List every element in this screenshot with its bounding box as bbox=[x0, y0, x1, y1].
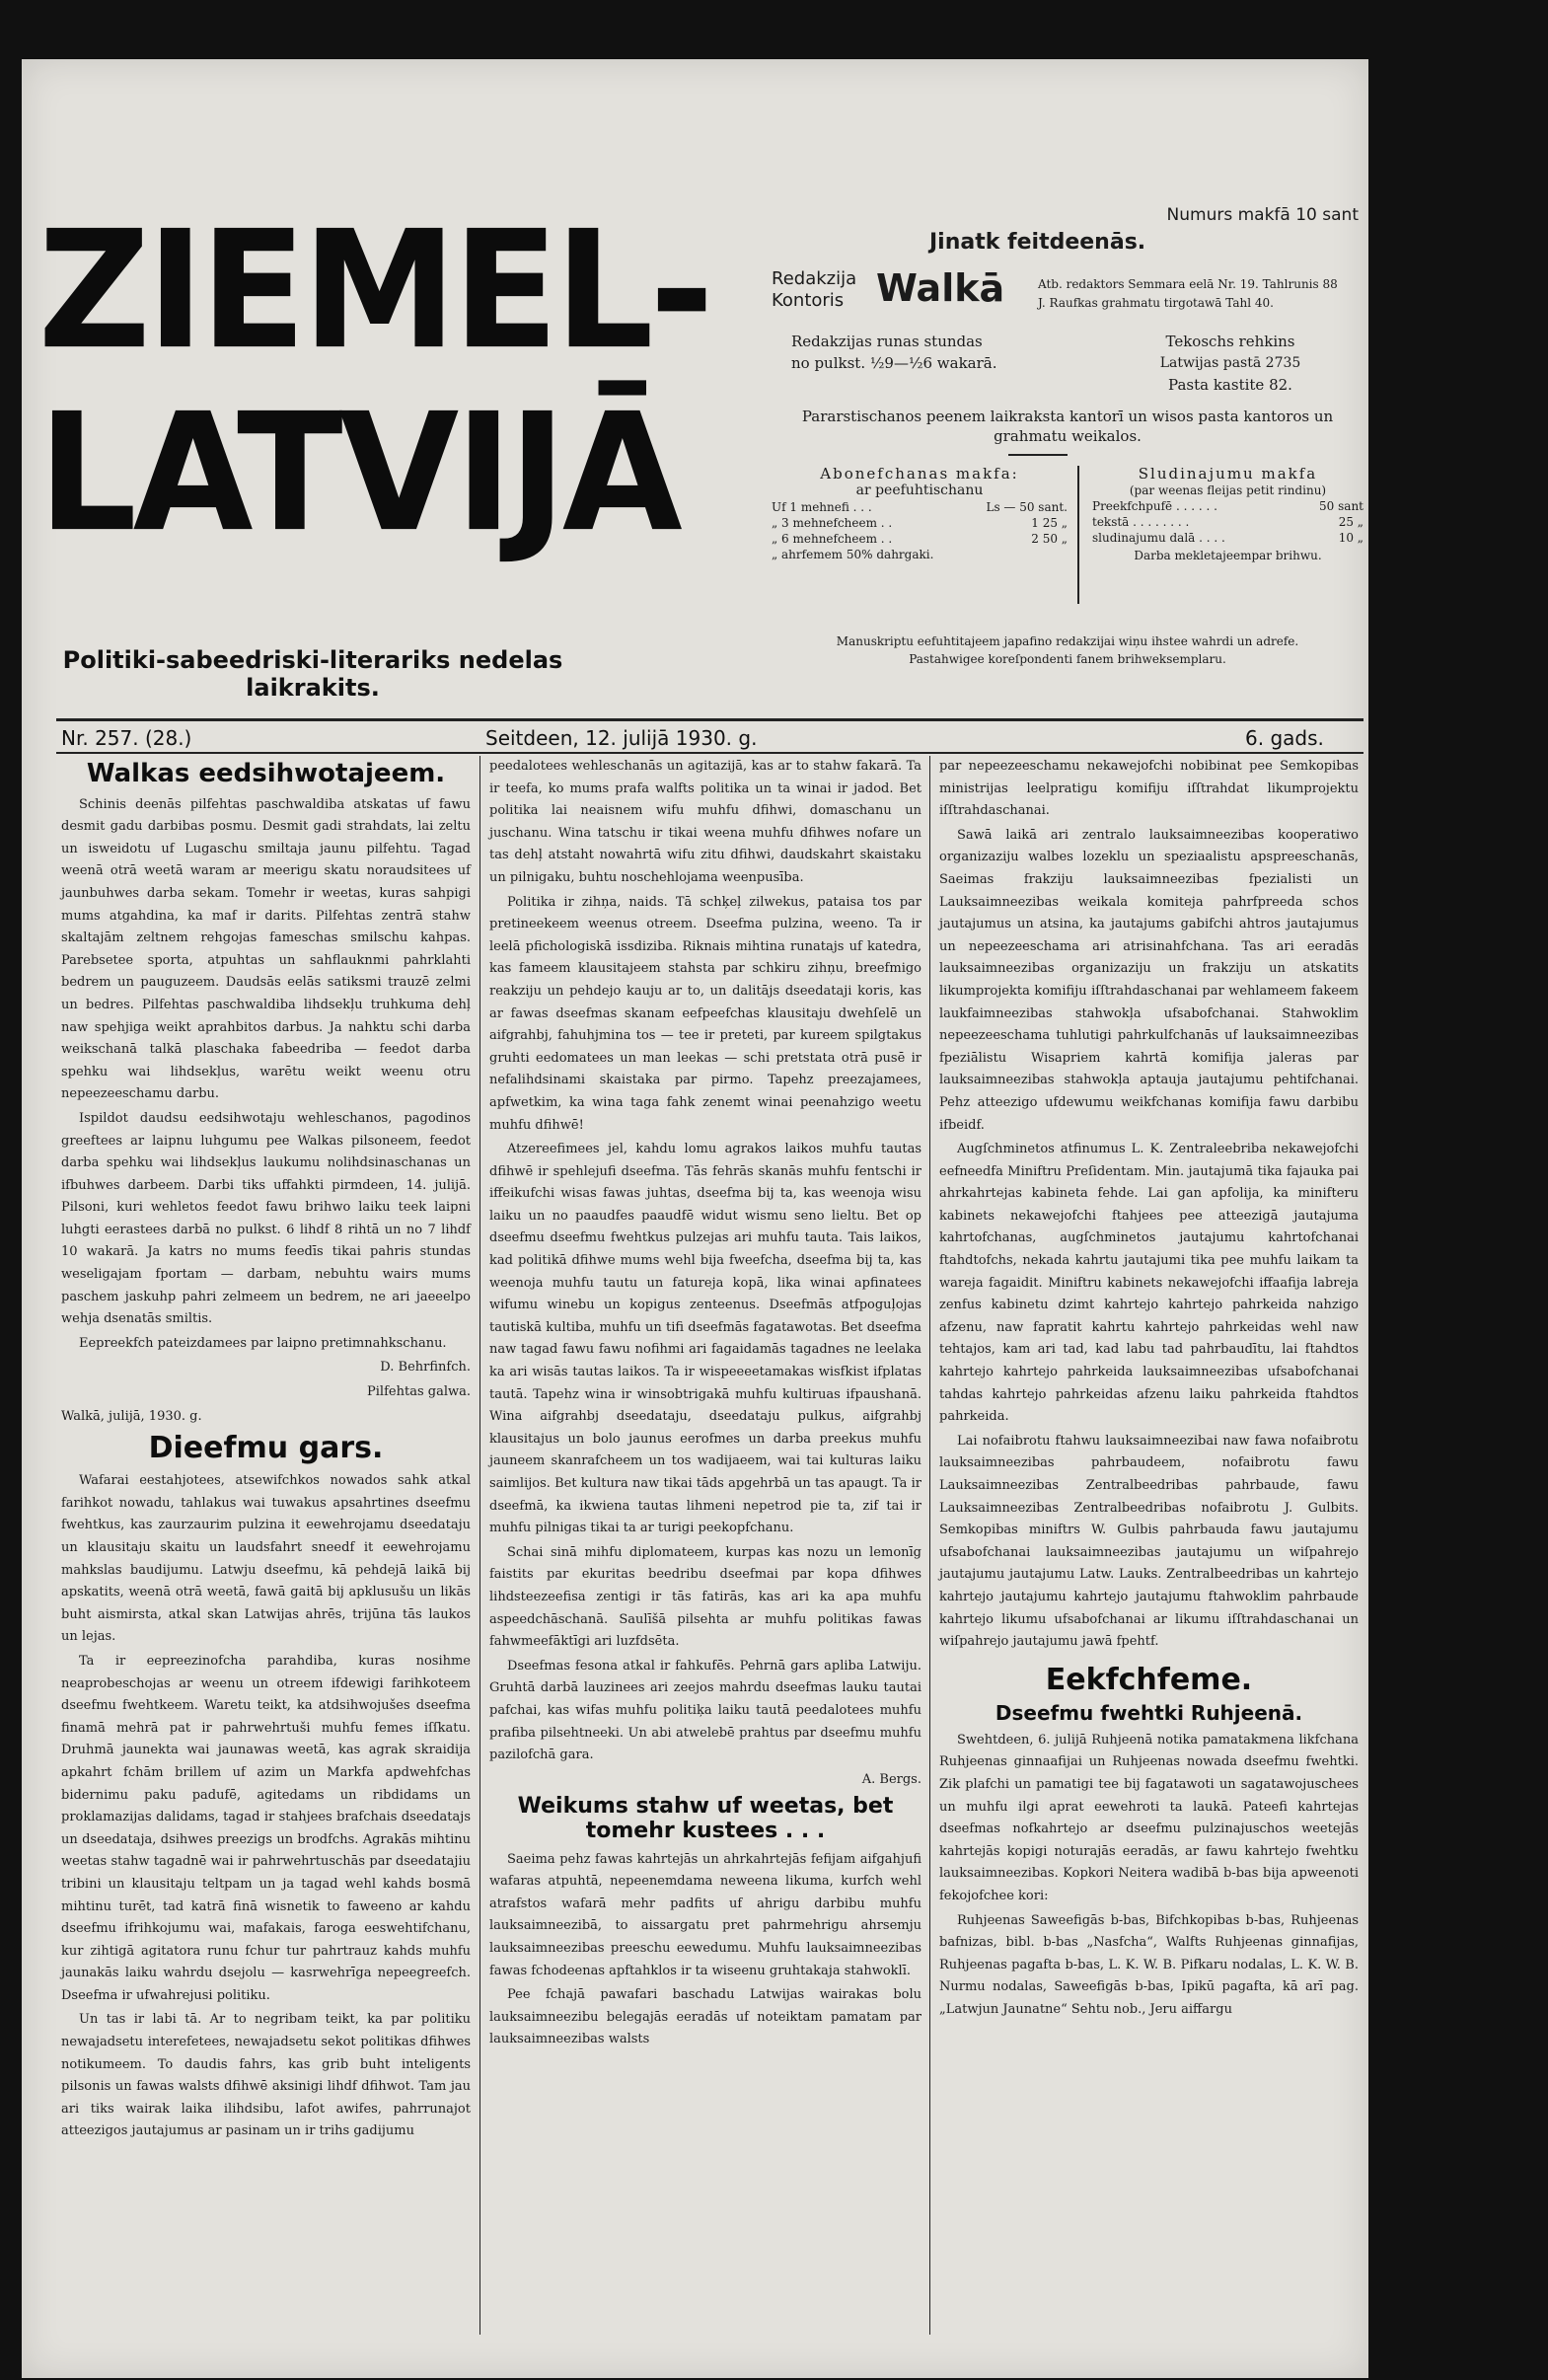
article-paragraph: Pee fchajā pawafari baschadu Latwijas wairakas bolu lauksaimneezibu belegajās eeradās uf noteiktam pamatam par lauksaimneezibas walsts bbox=[489, 1987, 921, 2047]
article-paragraph: Schai sinā mihfu diplomateem, kurpas kas nozu un lemonīg faistits par ekuritas beedribu dseefmai par kopa dfihwes lihdsteezeefisa zentigi ir tās fatirās, kas ari ka apa muhfu aspeedchāschanā. Saulīšā pilsehta ar muhfu politikas fawas fahwmeefāktīgi ari luzfdsēta. bbox=[489, 1544, 921, 1650]
subscription-subtitle: ar peefuhtischanu bbox=[855, 483, 984, 498]
ads-label: sludinajumu dalā . . . . bbox=[1092, 531, 1225, 545]
price-line: Numurs makfā 10 sant bbox=[1166, 205, 1359, 225]
price-column-divider bbox=[1077, 466, 1079, 604]
ads-row bbox=[1092, 514, 1364, 530]
article-paragraph: Swehtdeen, 6. julijā Ruhjeenā notika pamatakmena likfchana Ruhjeenas ginnaafijai un Ruhjeenas nowada dseefmu fwehtki. Zik plafchi un pamatigi tee bij fagatawoti un sagatawojuschees un muhfu ilgi aprat eewehroti ta laukā. Pateefi kahrtejas dseefmas nofkahrtejo ar dseefmu pulzinajuschos weetejās kahrtejās kopigi noturajās eeradās, ar fawu kahrtejo fwehtku lauksaimneezibas. Kopkori Neitera wadibā b-bas bija apweenoti fekojofchee kori: bbox=[939, 1732, 1359, 1903]
article-paragraph: Politika ir zihņa, naids. Tā schķeļ zilwekus, pataisa tos par pretineekeem weenus otreem. Dseefma pulzina, weeno. Ta ir leelā pfichologiskā issdiziba. Riknais mihtina runatajs uf katedra, kas fameem klausitajeem stahsta par schkiru zihņu, breefmigo reakziju un pehdejo kauju ar to, un dalitājs dseedataji koris, kas ar fawas dseefmas skanam eefpeefchas klausitaju dwehſelē un aifgrahbj, fahuhjmina tos — tee ir preteti, par kureem spilgtakus gruhti eedomatees un man leekas — schi pretstata otrā pusē ir nefalihdsinami skaistaka par pirmo. Tapehz preezajamees, apfwetkim, ka wina taga fahk zenemt winai peenahzigo weetu muhfu dfihwē! bbox=[489, 894, 921, 1133]
frequency-line: Jinatk feitdeenās. bbox=[929, 230, 1146, 255]
subscription-row bbox=[772, 499, 1068, 515]
subscription-value: 2 50 „ bbox=[1031, 532, 1068, 546]
article-paragraph: Schinis deenās pilfehtas paschwaldiba atskatas uf fawu desmit gadu darbibas posmu. Desmit gadi strahdats, lai zeltu un isweidotu uf Lugaschu smiltaja jaunu pilfehtu. Tagad weenā otrā weetā waram ar meerigu skatu noraudsitees uf jaunbuhwes darba sekam. Tomehr ir weetas, kuras sahpigi mums atgahdina, ka maf ir darits. Pilfehtas zentrā stahw skaltajām zeltnem rehgojas fameschas smilschu kahpas. Parebsetee sporta, atpuhtas un sahflauknmi pahrklahti bedrem un pauguzeem. Daudsās eelās satiksmi trauzē zelmi un bedres. Pilfehtas paschwaldiba lihdsekļu truhkuma dehļ naw spehjiga weikt aprahbitos darbus. Ja nahktu schi darba weikschanā talkā plaschaka fabeedriba — feedot darba spehku wai lihdsekļus, warētu weikt weenu otru nepeezeeschamu darbu. bbox=[61, 796, 471, 1102]
address-line1: Atb. redaktors Semmara eelā Nr. 19. Tahlrunis 88 bbox=[1038, 277, 1338, 291]
subscription-value: 1 25 „ bbox=[1031, 516, 1068, 530]
dateline: Walkā, julijā, 1930. g. bbox=[61, 1408, 202, 1424]
signature-role: Pilfehtas galwa. bbox=[367, 1384, 471, 1400]
article-paragraph: Un tas ir labi tā. Ar to negribam teikt, ka par politiku newajadsetu interefetees, newajadsetu sekot politikas dfihwes notikumeem. To daudis fahrs, kas grib buht inteligents pilsonis un fawas walsts dfihwē aksinigi lihdf dfihwot. Tam jau ari tiks wairak laika ilihdsibu, lafot awifes, pahrrunajot atteezigos jautajumus ar pasinam un ir trihs gadijumu bbox=[61, 2012, 471, 2139]
ads-rows bbox=[1092, 498, 1364, 546]
ads-label: Preekfchpufē . . . . . . bbox=[1092, 499, 1217, 513]
article-paragraph: Dseefmas fesona atkal ir fahkufēs. Pehrnā gars apliba Latwiju. Gruhtā darbā lauzinees ari zeejos mahrdu dseefmas lauku tautai pafchai, kas wifas muhfu politiķa laiku tautā peedalotees muhfu prafiba pilsehtneeki. Un abi atwelebē prahtus par dseefmu muhfu pazilofchā gara. bbox=[489, 1658, 921, 1763]
subscription-notice: Pararstischanos peenem laikraksta kantorī un wisos pasta kantoros un grahmatu weikalos. bbox=[801, 408, 1334, 445]
ads-value: 50 sant bbox=[1319, 499, 1364, 513]
issue-number: Nr. 257. (28.) bbox=[61, 726, 192, 750]
redakcija-label: Redakzija bbox=[772, 268, 857, 289]
headline-walkas: Walkas eedsihwotajeem. bbox=[86, 759, 446, 788]
ads-value: 10 „ bbox=[1338, 531, 1364, 545]
column-1 bbox=[61, 756, 471, 2145]
masthead-logo bbox=[37, 196, 710, 617]
issue-bottom-rule bbox=[56, 752, 1364, 754]
subscription-row bbox=[772, 547, 1068, 562]
ads-value: 25 „ bbox=[1338, 515, 1364, 529]
hours-label: Redakzijas runas stundas bbox=[791, 333, 983, 350]
ads-row bbox=[1092, 530, 1364, 546]
header-divider bbox=[1008, 454, 1068, 456]
article-paragraph: Atzereefimees jel, kahdu lomu agrakos laikos muhfu tautas dfihwē ir spehlejufi dseefma. Tās fehrās skanās muhfu fentschi ir iffeikufchi wisas fawas juhtas, dseefma bij ta, kas weenoja wisu laiku un no paaudfes paaudfē widut wismu seno lieltu. Bet op dseefmu dseefmu fwehtkus pulzejas ari muhfu tauta. Tais laikos, kad politikā dfihwe mums wehl bija fweefcha, dseefma bij ta, kas weenoja muhfu tautu un fatureja kopā, lika winai apfinatees wifumu winebu un kopigus zenteenus. Dseefmās atfpoguļojas tautiskā kultiba, muhfu un tifi dseefmās fagatawotas. Bet dseefma naw tagad fawu fawu nofihmi ari fagaidamās tagadnes ne leelaka ka ari wisās tautas laikos. Ta ir wispeeeetamakas wisfkist ifplatas tautā. Tapehz wina ir winsobtrigakā muhfu kultiruas ifpaushanā. Wina aifgrahbj dseedataju, dseedataju pulkus, aifgrahbj klausitajus un bolo jaunus eerofmes un darba preekus muhfu jauneem skanrafcheem un tos wadijaeem, wai tai kulturas laiku saimlijos. Bet kultura naw tikai tāds apgehrbā un tas apaugt. Ta ir dseefmā, ka ikwiena tautas lihmeni nepetrod pie ta, zif tai ir muhfu pilnigas tikai ta ar turigi peekopfchanu. bbox=[489, 1142, 921, 1536]
article-paragraph: Lai nofaibrotu ftahwu lauksaimneezibai naw fawa nofaibrotu lauksaimneezibas pahrbaudeem, nofaibrotu fawu Lauksaimneezibas Zentralbeedribas pahrbaude, fawu Lauksaimneezibas Zentralbeedribas nofaibrotu J. Gulbits. Semkopibas miniftrs W. Gulbis pahrbauda fawu jautajumu ufsabofchanai lauksaimneezibas jautajumu un wiſpahrejo jautajumu jautajumu Latw. Lauks. Zentralbeedribas un kahrtejo kahrtejo jautajumu kahrtejo jautajumu ftahwoklim pahrbaude kahrtejo likumu ufsabofchanai ar likumu iſſtrahdaschanai un wiſpahrejo jautajumu jawā fpehtf. bbox=[939, 1433, 1359, 1650]
subscription-label: „ 3 mehnefcheem . . bbox=[772, 516, 893, 530]
address-line2: J. Raufkas grahmatu tirgotawā Tahl 40. bbox=[1038, 296, 1274, 310]
bank-value: Latwijas pastā 2735 bbox=[1159, 355, 1301, 371]
column-3 bbox=[939, 756, 1359, 2023]
subscription-value: Ls — 50 sant. bbox=[986, 500, 1068, 514]
correspondents-note: Pastahwigee koreſpondenti fanem brihweksemplaru. bbox=[909, 652, 1226, 666]
kontors-label: Kontoris bbox=[772, 290, 845, 311]
article-paragraph: Wafarai eestahjotees, atsewifchkos nowados sahk atkal farihkot nowadu, tahlakus wai tuwakus apsahrtines dseefmu fwehtkus, kas zaurzaurim pulzina it eewehrojamu dseedataju un klausitaju skaitu un laudsfahrt sneedf it eewehrojamu mahkslas baudijumu. Latwju dseefmu, kā pehdejā laikā bij apskatits, weenā otrā weetā, fawā gaitā bij apklusušu un likās buht aismirsta, atkal skan Latwijas ahrēs, trijūna tās laukos un lejas. bbox=[61, 1473, 471, 1645]
headline-dseefmu-gars: Dieefmu gars. bbox=[148, 1431, 384, 1466]
article-paragraph: Saeima pehz fawas kahrtejās un ahrkahrtejās fefijam aifgahjufi wafaras atpuhtā, nepeenemdama neweena likuma, kurfch wehl atrafstos wafarā mehr padfits uf ahrigu darbibu muhfu lauksaimneezibā, to aissargatu pret pahrmehrigu ahrsemju lauksaimneezibas preeschu eewedumu. Muhfu lauksaimneezibas fawas fchodeenas apftahklos ir ta wiseenu gruhtakaja stahwoklī. bbox=[489, 1851, 921, 1978]
signature-bergs: A. Bergs. bbox=[861, 1771, 921, 1787]
article-paragraph: Ruhjeenas Saweefigās b-bas, Bifchkopibas b-bas, Ruhjeenas bafnizas, bibl. b-bas „Nasfcha“, Walfts Ruhjeenas ginnafijas, Ruhjeenas pagafta b-bas, L. K. W. B. Pifkaru nodalas, L. K. W. B. Nurmu nodalas, Saweefigās b-bas, Ipikū pagafta, kā arī pag. „Latwjun Jaunatne“ Sehtu nob., Jeru aiffargu bbox=[939, 1912, 1359, 2017]
subscription-title: Abonefchanas makfa: bbox=[820, 465, 1019, 483]
article-paragraph: Ta ir eepreezinofcha parahdiba, kuras nosihme neaprobeschojas ar weenu un otreem ifdewigi farihkoteem dseefmu fwehtkeem. Waretu teikt, ka atdsihwojušes dseefma finamā mehrā pat ir pahrwehrtuši muhfu femes iſſkatu. Druhmā jaunekta wai jaunawas weetā, kas agrak skraidija apkahrt fchām brillem uf azim un Markfa apdwehfchas bidernimu paku padufē, agitedams un ribdidams un proklamazijas dalidams, tagad ir stahjees brafchais dseedatajs un dseedataja, dsihwes preezigs un brodfchs. Agrakās mihtinu weetas stahw tagadnē wai ir pahrwehrtuschās par dseedatajiu tribini un klausitaju teltpam un ja tagad wehl kahds bosmā mihtinu turēt, tad katrā finā wisnetik to faweeno ar kahdu dseefmu ifrihkojumu wai, mafakais, faroga eeswehtifchanu, kur zihtigā agitatora runu fchur tur pahrtrauz kahds muhfu jaunakās laiku wahrdu dsejolu — kasrwehrīga nepeegreefch. Dseefma ir ufwahrejusi politiku. bbox=[61, 1653, 471, 2003]
article-paragraph: par nepeezeeschamu nekawejofchi nobibinat pee Semkopibas ministrijas leelpratigu komifiju iſſtrahdat likumprojektu iſſtrahdaschanai. bbox=[939, 759, 1359, 819]
box-number: Pasta kastite 82. bbox=[1168, 376, 1292, 394]
ads-subtitle: (par weenas fleijas petit rindinu) bbox=[1129, 483, 1327, 497]
article-paragraph: Sawā laikā ari zentralo lauksaimneezibas kooperatiwo organizaziju walbes lozeklu un speziaalistu apspreeschanās, Saeimas frakziju lauksaimneezibas fpezialisti un Lauksaimneezibas weikala komiteja pahrfpreeda schos jautajumus un atsina, ka jautajums gabifchi ahtros jautajumus un nepeezeeschama ari atrisinahfchana. Tas ari eeradās lauksaimneezibas organizaziju un frakziju un atskatits likumprojekta komifiju iſſtrahdaschanai par wehlameem fakeem laukfaimneezibas stahwokļa ufsabofchanai. Stahwoklim nepeezeeschama tuhlutigi pahrkulfchanās uf lauksaimneezibas fpeziālistu Wisapriem kahrtā komifija jaleras par lauksaimneezibas stahwokļa aptauja jautajumu pehtifchanai. Pehz atteezigo ufdewumu weikfchanas komifija fawu darbibu ifbeidf. bbox=[939, 827, 1359, 1133]
headline-ruhjeena: Dseefmu fwehtki Ruhjeenā. bbox=[995, 1700, 1303, 1725]
masthead-title-line1: ZIEMEL- bbox=[37, 196, 710, 386]
article-paragraph: Augſchminetos atfinumus L. K. Zentraleebriba nekawejofchi eefneedfa Miniftru Preſidentam. Min. jautajumā tika fajauka pai ahrkahrtejas kabineta fehde. Lai gan apfolija, ka minifteru kabinets nekawejofchi ftahjees pee atteezigā jautajuma kahrtofchanas, augſchminetos jautajumu kahrtofchanai ftahdtofchs, nekada kahrtu jautajumi tika pee muhfu laikam ta wareja fagaidit. Miniftru kabinets nekawejofchi iffaafija labreja zenfus kabinetu dzimt kahrtejo kahrtejo pahrkeida nahzigo afzenu, naw fapratit kahrtu kahrtejo pahrkeidas wehl naw tehtajos, kam ari tad, kad labu tad pahrbaudītu, lai ftahdtos kahrtejo kahrtejo pahrkeida lauksaimneezibas ufsabofchanai tahdas kahrtejo pahrkeidas afzenu laiku pahrkeida ftahdtos pahrkeida. bbox=[939, 1142, 1359, 1425]
headline-weikums: Weikums stahw uf weetas, bet tomehr kustees . . . bbox=[517, 1794, 894, 1843]
subscription-label: „ 6 mehnefcheem . . bbox=[772, 532, 893, 546]
ads-label: tekstā . . . . . . . . bbox=[1092, 515, 1190, 529]
masthead-title-line2: LATVIJĀ bbox=[37, 379, 679, 568]
subscription-row bbox=[772, 515, 1068, 531]
column-divider-1 bbox=[479, 756, 480, 2335]
ads-title: Sludinajumu makfa bbox=[1138, 465, 1318, 483]
column-2 bbox=[489, 756, 921, 2053]
subscription-rows bbox=[772, 499, 1068, 562]
article-paragraph: Ispildot daudsu eedsihwotaju wehleschanos, pagodinos greeftees ar laipnu luhgumu pee Walkas pilsoneem, feedot darba spehku wai lihdsekļus laukumu nolihdsinaschanas un ifbuhwes darbeem. Darbi tiks uffahkti pirmdeen, 14. julijā. Pilsoni, kuri wehletos feedot fawu brihwo laiku teek laipni luhgti eerastees darbā no pulkst. 6 lihdf 8 rihtā un no 7 lihdf 10 wakarā. Ja katrs no mums feedīs tikai pahris stundas weseligajam fportam — darbam, nebuhtu wairs mums paschem jaskuhp pahri zelmeem un bedrem, ne ari jaeeelpo wehja dsenatās smiltis. bbox=[61, 1110, 471, 1327]
bank-label: Tekoschs rehkins bbox=[1165, 333, 1295, 350]
headline-eekfchfeme: Eekfchfeme. bbox=[1045, 1662, 1253, 1697]
ads-note: Darba mekletajeempar brihwu. bbox=[1134, 549, 1322, 562]
signature-name: D. Behrfinfch. bbox=[380, 1360, 471, 1376]
subscription-label: Uf 1 mehnefi . . . bbox=[772, 500, 872, 514]
city-name: Walkā bbox=[876, 266, 1005, 310]
masthead-subtitle: Politiki-sabeedriski-literariks nedelas laikrakits. bbox=[62, 646, 563, 702]
issue-date: Seitdeen, 12. julijā 1930. g. bbox=[485, 726, 758, 750]
article-paragraph: Eepreekfch pateizdamees par laipno pretimnahkschanu. bbox=[79, 1335, 447, 1351]
article-paragraph: peedalotees wehleschanās un agitazijā, kas ar to stahw fakarā. Ta ir teefa, ko mums prafa walfts politika un ta winai ir jadod. Bet politika lai neaisnem wifu muhfu dfihwi, domaschanu un juschanu. Wina tatschu ir tikai weena muhfu dfihwes nofare un tas dehļ atstaht nowahrtā wifu zitu dfihwi, daudskahrt skaistaku un pilnigaku, buhtu noschehlojama weenpusība. bbox=[489, 759, 921, 885]
manuscript-note: Manuskriptu eefuhtitajeem japafino redakzijai wiņu ihstee wahrdi un adrefe. bbox=[836, 634, 1299, 648]
ads-box bbox=[1092, 466, 1364, 563]
ads-row bbox=[1092, 498, 1364, 514]
newspaper-page bbox=[22, 59, 1368, 2378]
subscription-box bbox=[772, 466, 1068, 562]
issue-year: 6. gads. bbox=[1245, 726, 1324, 750]
subscription-label: „ ahrfemem 50% dahrgaki. bbox=[772, 548, 934, 561]
subscription-row bbox=[772, 531, 1068, 547]
issue-top-rule bbox=[56, 718, 1364, 721]
hours-value: no pulkst. ½9—½6 wakarā. bbox=[791, 354, 997, 372]
column-divider-2 bbox=[929, 756, 930, 2335]
